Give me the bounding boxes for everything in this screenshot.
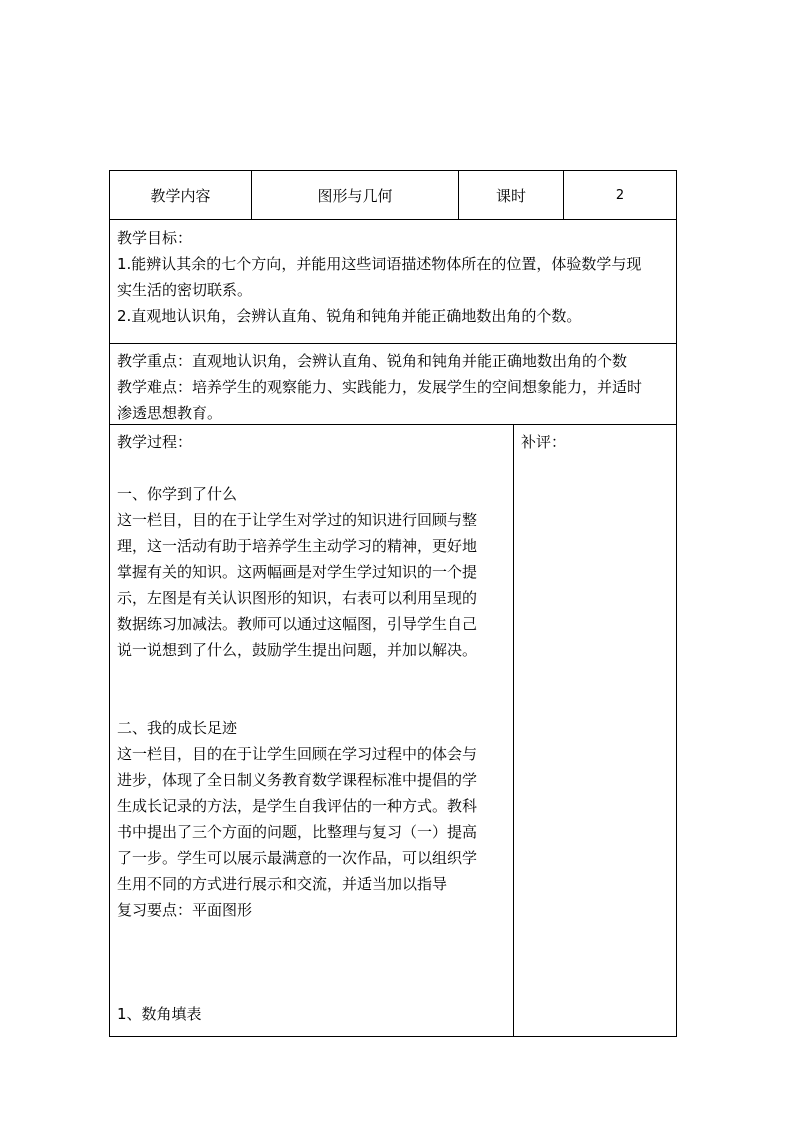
lesson-plan-table [109, 170, 677, 1037]
section2-line: 书中提出了三个方面的问题，比整理与复习（一）提高 [117, 823, 478, 841]
section2-line: 生用不同的方式进行展示和交流，并适当加以指导 [117, 875, 448, 893]
section2-line: 了一步。学生可以展示最满意的一次作品，可以组织学 [117, 849, 478, 867]
focus-line: 渗透思想教育。 [117, 404, 223, 422]
section1-line: 理，这一活动有助于培养学生主动学习的精神，更好地 [117, 537, 478, 555]
section1-line: 掌握有关的知识。这两幅画是对学生学过知识的一个提 [117, 563, 478, 581]
focus-line: 教学重点：直观地认识角，会辨认直角、锐角和钝角并能正确地数出角的个数 [117, 352, 628, 370]
goals-title: 教学目标： [117, 229, 193, 247]
content-label: 教学内容 [110, 171, 252, 219]
content-value: 图形与几何 [252, 171, 459, 219]
focus-line: 教学难点：培养学生的观察能力、实践能力，发展学生的空间想象能力，并适时 [117, 378, 643, 396]
hours-value: 2 [615, 187, 625, 203]
section2-line: 生成长记录的方法，是学生自我评估的一种方式。教科 [117, 797, 478, 815]
section2-line: 进步，体现了全日制义务教育数学课程标准中提倡的学 [117, 771, 478, 789]
comments-section [514, 425, 676, 1036]
process-section [110, 425, 514, 1036]
goals-line: 2.直观地认识角，会辨认直角、锐角和钝角并能正确地数出角的个数。 [117, 307, 582, 325]
comments-title: 补评： [521, 433, 567, 451]
review-points: 复习要点：平面图形 [117, 901, 253, 919]
focus-section [110, 344, 676, 425]
header-row [110, 171, 676, 220]
goals-line: 实生活的密切联系。 [117, 281, 253, 299]
process-title: 教学过程： [117, 433, 193, 451]
hours-label: 课时 [459, 171, 564, 219]
section2-title: 二、我的成长足迹 [117, 719, 238, 737]
goals-section [110, 220, 676, 344]
section1-line: 数据练习加减法。教师可以通过这幅图，引导学生自己 [117, 615, 478, 633]
process-row [110, 425, 676, 1036]
section1-title: 一、你学到了什么 [117, 485, 238, 503]
item-1: 1、数角填表 [117, 1005, 202, 1023]
section1-line: 示，左图是有关认识图形的知识，右表可以利用呈现的 [117, 589, 478, 607]
section2-line: 这一栏目，目的在于让学生回顾在学习过程中的体会与 [117, 745, 478, 763]
section1-line: 这一栏目，目的在于让学生对学过的知识进行回顾与整 [117, 511, 478, 529]
section1-line: 说一说想到了什么，鼓励学生提出问题，并加以解决。 [117, 641, 478, 659]
goals-line: 1.能辨认其余的七个方向，并能用这些词语描述物体所在的位置，体验数学与现 [117, 255, 642, 273]
